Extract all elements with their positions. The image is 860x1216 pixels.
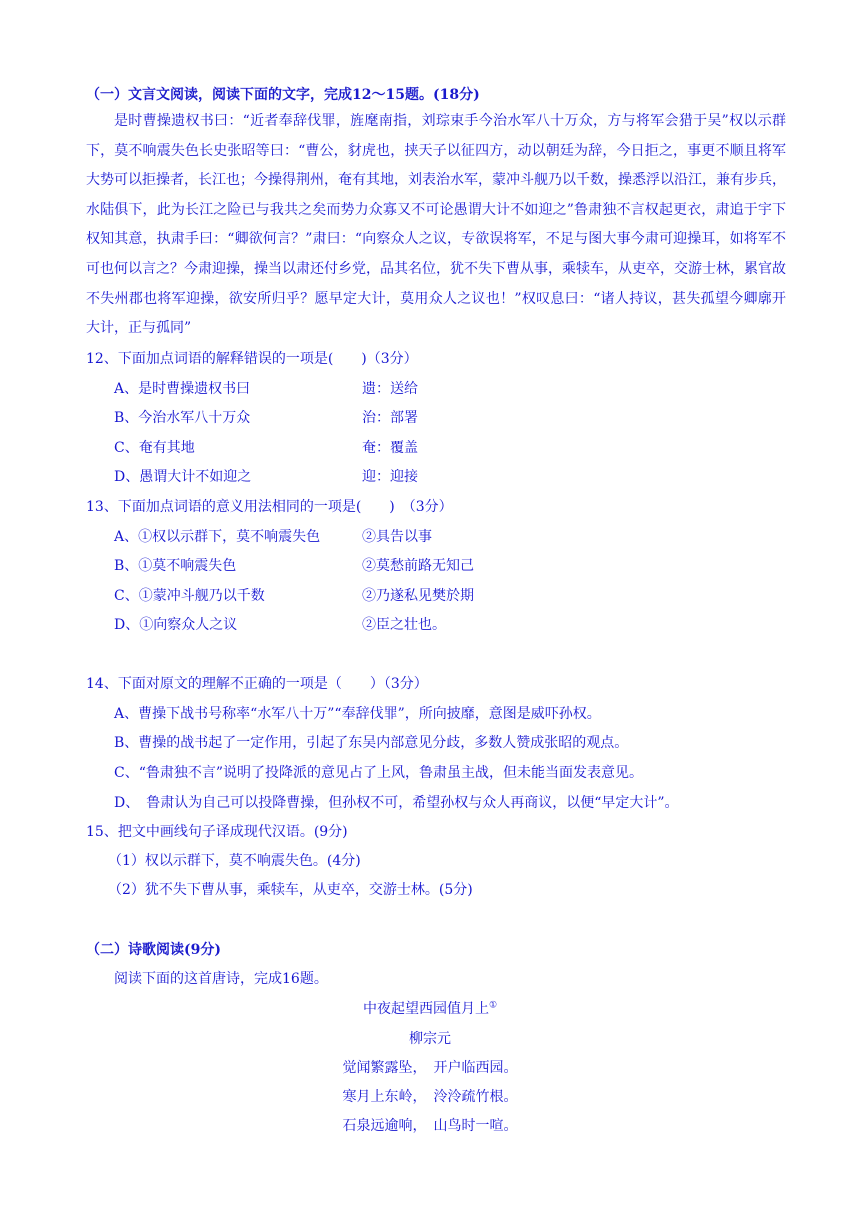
poem-title-line (0, 998, 860, 1018)
q13-stem: 13、下面加点词语的意义用法相同的一项是( ) （3分） (86, 499, 453, 515)
q12-option-b-gloss: 治：部署 (362, 410, 418, 426)
q13-option-d-2: ②臣之壮也。 (362, 617, 446, 633)
q14-option-c: C、“鲁肃独不言”说明了投降派的意见占了上风，鲁肃虽主战，但未能当面发表意见。 (114, 765, 644, 781)
q14-option-d: D、 鲁肃认为自己可以投降曹操，但孙权不可，希望孙权与众人再商议，以便“早定大计”。 (114, 795, 679, 811)
q13-option-d-1: D、①向察众人之议 (114, 617, 238, 633)
q15-item-2: （2）犹不失下曹从事，乘犊车，从吏卒，交游士林。(5分) (108, 882, 473, 898)
poem-line-3: 石泉远逾响， 山鸟时一喧。 (342, 1118, 518, 1134)
section1-heading: （一）文言文阅读，阅读下面的文字，完成12～15题。(18分) (86, 87, 480, 103)
classical-passage: 是时曹操遗权书曰：“近者奉辞伐罪，旌麾南指，刘琮束手今治水军八十万众，方与将军会猎于吴”权以示群下，莫不响震失色长史张昭等曰：“曹公，豺虎也，挟天子以征四方，动以朝廷为辞，今日拒之，事更不顺且将军大势可以拒操者，长江也；今操得荆州，奄有其地，刘表治水军，蒙冲斗舰乃以千数，操悉浮以沿江，兼有步兵，水陆俱下，此为长江之险已与我共之矣而势力众寡又不可论愚谓大计不如迎之”鲁肃独不言权起更衣，肃追于宇下权知其意，执肃手曰：“卿欲何言？”肃曰：“向察众人之议，专欲误将军，不足与图大事今肃可迎操耳，如将军不可也何以言之？今肃迎操，操当以肃还付乡党，品其名位，犹不失下曹从事，乘犊车，从吏卒，交游士林，累官故不失州郡也将军迎操，欲安所归乎？愿早定大计，莫用众人之议也！”权叹息曰：“诸人持议，甚失孤望今卿廓开大计，正与孤同” (86, 113, 786, 337)
q14-option-a: A、曹操下战书号称率“水军八十万”“奉辞伐罪”，所向披靡，意图是威吓孙权。 (114, 706, 601, 722)
q13-option-b-1: B、①莫不响震失色 (114, 558, 237, 574)
q12-option-c: C、奄有其地 (114, 440, 195, 456)
q13-option-a-2: ②具告以事 (362, 529, 432, 545)
q13-option-c-1: C、①蒙冲斗舰乃以千数 (114, 588, 265, 604)
q12-option-b: B、今治水军八十万众 (114, 410, 251, 426)
q13-option-b-2: ②莫愁前路无知己 (362, 558, 474, 574)
q12-option-a: A、是时曹操遗权书曰 (114, 381, 251, 397)
q15-stem: 15、把文中画线句子译成现代汉语。(9分) (86, 824, 348, 840)
poem-title: 中夜起望西园值月上 (362, 1001, 489, 1017)
poem-line-1: 觉闻繁露坠， 开户临西园。 (342, 1060, 518, 1076)
q12-option-d: D、愚谓大计不如迎之 (114, 469, 252, 485)
q13-option-c-2: ②乃遂私见樊於期 (362, 588, 474, 604)
poem-author: 柳宗元 (409, 1031, 451, 1047)
q12-option-d-gloss: 迎：迎接 (362, 469, 418, 485)
q12-option-c-gloss: 奄：覆盖 (362, 440, 418, 456)
poetry-intro: 阅读下面的这首唐诗，完成16题。 (114, 971, 328, 987)
q15-item-1: （1）权以示群下，莫不响震失色。(4分) (108, 853, 361, 869)
q12-option-a-gloss: 遗：送给 (362, 381, 418, 397)
q14-option-b: B、曹操的战书起了一定作用，引起了东吴内部意见分歧，多数人赞成张昭的观点。 (114, 735, 629, 751)
q13-option-a-1: A、①权以示群下，莫不响震失色 (114, 529, 321, 545)
poem-title-note: ① (488, 1000, 498, 1011)
poem-line-2: 寒月上东岭， 泠泠疏竹根。 (342, 1089, 518, 1105)
section2-heading: （二）诗歌阅读(9分) (86, 942, 221, 958)
q12-stem: 12、下面加点词语的解释错误的一项是( )（3分） (86, 351, 418, 367)
q14-stem: 14、下面对原文的理解不正确的一项是（ ）（3分） (86, 676, 428, 692)
